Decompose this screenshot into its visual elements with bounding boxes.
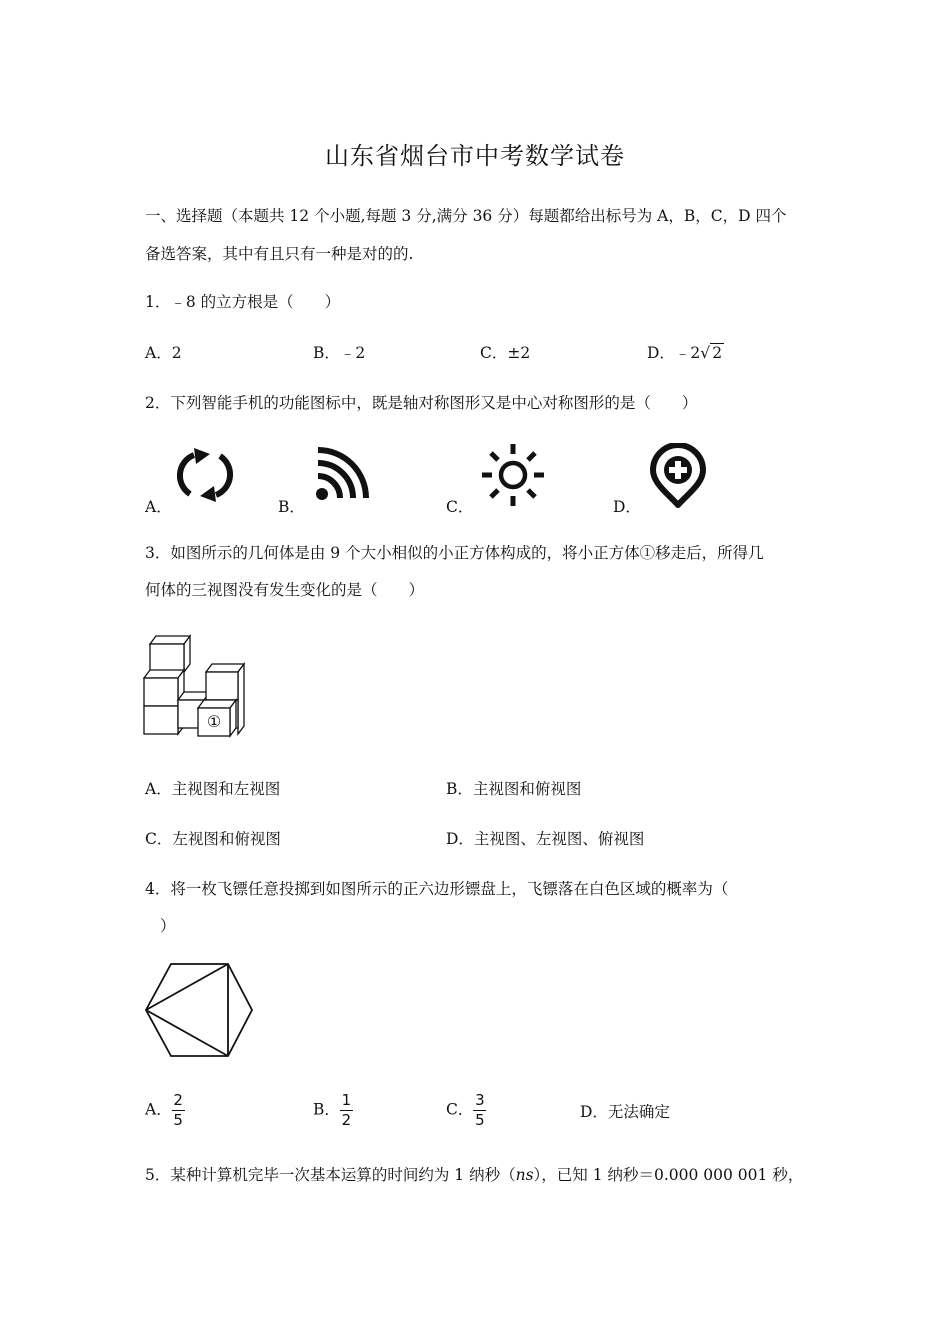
q4-stem-line2: ） [160,917,176,935]
q1-stem: 1．﹣8 的立方根是（ ） [145,293,341,311]
cube-structure-figure [140,630,252,740]
denominator: 2 [341,1111,352,1129]
sqrt-symbol: √ [700,344,711,362]
q3-option-c[interactable]: C．左视图和俯视图 [145,830,281,848]
section-instructions-line1: 一、选择题（本题共 12 个小题,每题 3 分,满分 36 分）每题都给出标号为 A，B，C，D 四个 [145,207,787,225]
sun-icon [480,442,546,508]
q1-option-d[interactable] [647,343,724,363]
q4-option-d[interactable]: D．无法确定 [580,1103,670,1121]
q3-stem-line1: 3．如图所示的几何体是由 9 个大小相似的小正方体构成的，将小正方体①移走后，所得几 [145,544,764,562]
denominator: 5 [173,1111,183,1129]
q5-unit: ns [515,1166,534,1184]
fraction-2-5 [172,1092,185,1129]
q1-option-d-prefix: D．﹣2 [647,344,701,362]
q1-option-d-radicand: 2 [712,344,723,362]
numerator: 3 [475,1091,485,1109]
cube-1-label: ① [206,712,222,731]
q3-option-b[interactable]: B．主视图和俯视图 [446,780,582,798]
q2-option-a-label[interactable]: A． [145,498,172,516]
q5-stem [145,1165,803,1185]
page-title: 山东省烟台市中考数学试卷 [325,142,625,170]
q1-option-a[interactable]: A．2 [145,344,182,362]
refresh-icon [172,444,238,506]
numerator: 2 [173,1091,183,1109]
q4-option-b-prefix: B． [313,1100,340,1119]
q4-stem-line1: 4．将一枚飞镖任意投掷到如图所示的正六边形镖盘上，飞镖落在白色区域的概率为（ [145,880,729,898]
wifi-signal-icon [314,446,372,506]
q3-option-a[interactable]: A．主视图和左视图 [145,780,281,798]
q2-option-c-label[interactable]: C． [446,498,474,516]
q2-option-b-label[interactable]: B． [278,498,305,516]
q4-option-b[interactable] [313,1092,353,1129]
q5-stem-part1: 5．某种计算机完毕一次基本运算的时间约为 1 纳秒（ [145,1166,516,1184]
q5-stem-part2: ），已知 1 纳秒＝0.000 000 001 秒， [533,1166,804,1184]
q1-option-c[interactable]: C．±2 [480,344,531,362]
fraction-1-2 [340,1092,353,1129]
fraction-3-5 [473,1092,486,1129]
q4-option-a[interactable] [145,1092,185,1129]
q3-stem-line2: 何体的三视图没有发生变化的是（ ） [145,581,425,599]
q3-option-d[interactable]: D．主视图、左视图、俯视图 [446,830,645,848]
q2-option-d-label[interactable]: D． [613,498,641,516]
numerator: 1 [341,1091,352,1109]
section-instructions-line2: 备选答案，其中有且只有一种是对的的. [145,245,414,263]
hexagon-dartboard-figure [140,960,256,1060]
denominator: 5 [475,1111,485,1129]
q1-option-b[interactable]: B．﹣2 [313,344,366,362]
q4-option-a-prefix: A． [145,1100,172,1119]
location-plus-icon [647,443,709,509]
q2-stem: 2．下列智能手机的功能图标中，既是轴对称图形又是中心对称图形的是（ ） [145,394,698,412]
q4-option-c-prefix: C． [446,1100,474,1119]
q4-option-c[interactable] [446,1092,486,1129]
